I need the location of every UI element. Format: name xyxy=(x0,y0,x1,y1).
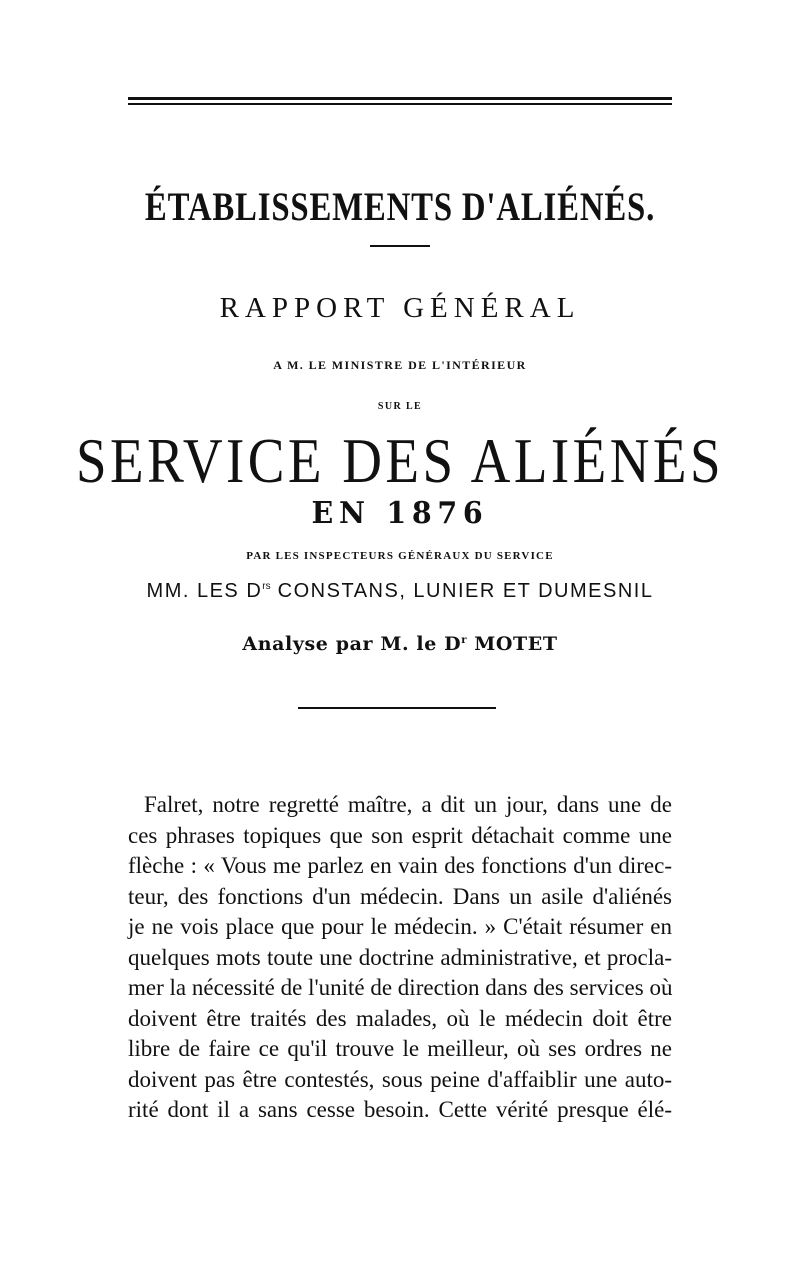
section-heading: ÉTABLISSEMENTS D'ALIÉNÉS. xyxy=(144,184,656,229)
analysis-name: MOTET xyxy=(467,633,558,655)
body-line: doivent être traités des malades, où le médecin doit être xyxy=(128,1005,672,1031)
top-rule-thin xyxy=(128,103,672,105)
body-line: rité dont il a sans cesse besoin. Cette vérité presque élé- xyxy=(128,1097,672,1122)
body-line: libre de faire ce qu'il trouve le meilleur, où ses ordres ne xyxy=(128,1036,672,1061)
authors-names: CONSTANS, LUNIER ET DUMESNIL xyxy=(270,580,654,602)
report-authors-intro: PAR LES INSPECTEURS GÉNÉRAUX DU SERVICE xyxy=(246,550,554,562)
heading-divider xyxy=(370,245,430,247)
report-subject: SERVICE DES ALIÉNÉS xyxy=(75,425,725,496)
body-line: flèche : « Vous me parlez en vain des fonctions d'un direc- xyxy=(128,853,672,878)
report-title: RAPPORT GÉNÉRAL xyxy=(219,292,581,324)
report-connector: SUR LE xyxy=(377,401,423,412)
top-rule-thick xyxy=(128,97,672,100)
top-double-rule xyxy=(128,97,672,106)
report-year: EN 1876 xyxy=(311,496,489,531)
section-divider xyxy=(298,707,496,709)
report-addressee: A M. LE MINISTRE DE L'INTÉRIEUR xyxy=(273,358,527,372)
body-line: mer la nécessité de l'unité de direction dans des services où xyxy=(128,975,673,1000)
body-line: je ne vois place que pour le médecin. » C'était résumer en xyxy=(128,914,672,939)
body-line: doivent pas être contestés, sous peine d'affaiblir une auto- xyxy=(128,1066,672,1092)
body-line: quelques mots toute une doctrine administrative, et procla- xyxy=(128,944,672,970)
analysis-superscript: r xyxy=(461,635,468,646)
body-line: Falret, notre regretté maître, a dit un jour, dans une de xyxy=(144,792,672,817)
authors-superscript: rs xyxy=(262,581,271,592)
body-line: teur, des fonctions d'un médecin. Dans un asile d'aliénés xyxy=(128,883,672,909)
report-authors xyxy=(0,580,800,603)
analysis-credit xyxy=(0,633,800,655)
body-line: ces phrases topiques que son esprit détachait comme une xyxy=(128,822,672,848)
analysis-prefix: Analyse par M. le D xyxy=(242,633,462,655)
authors-prefix: MM. LES D xyxy=(146,580,263,602)
body-paragraph xyxy=(128,790,672,1126)
